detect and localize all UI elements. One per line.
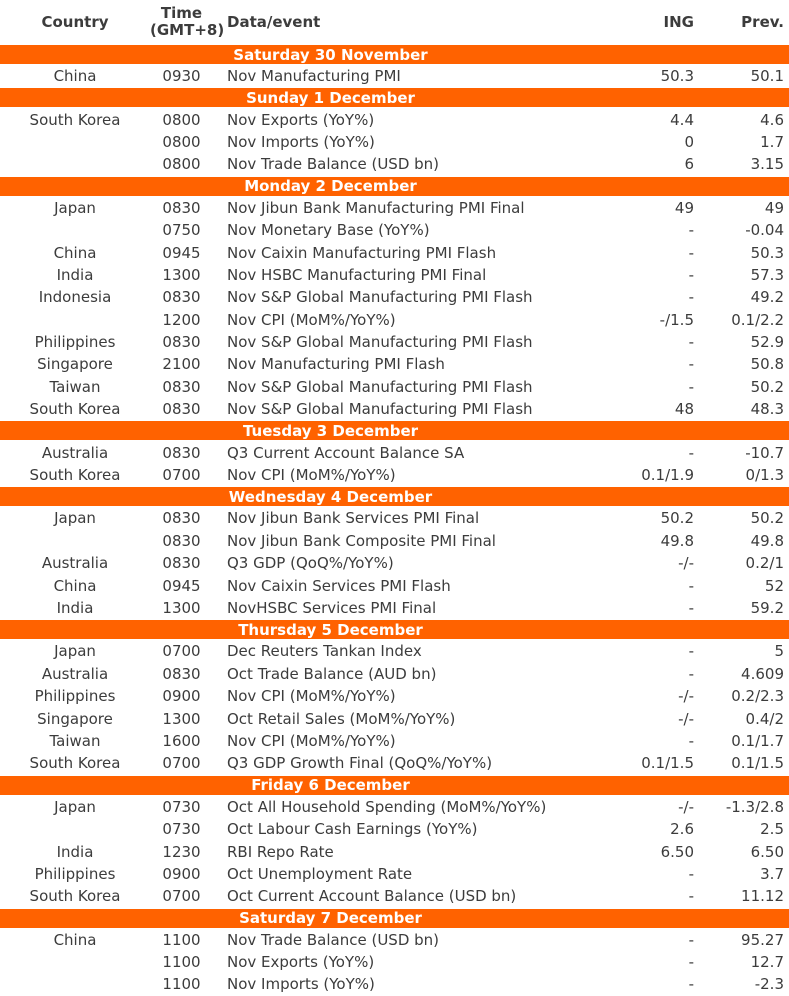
cell-event: Nov CPI (MoM%/YoY%)	[227, 310, 396, 329]
cell-country: South Korea	[29, 400, 121, 419]
cell-ing: 6	[684, 155, 694, 174]
cell-time: 0750	[162, 221, 201, 240]
calendar-row	[0, 65, 789, 87]
day-band-label: Sunday 1 December	[246, 88, 415, 107]
cell-time: 0830	[162, 531, 201, 550]
day-band	[0, 420, 789, 441]
cell-country: Australia	[41, 664, 109, 683]
calendar-body	[0, 44, 789, 996]
cell-prev: -1.3/2.8	[725, 797, 784, 816]
cell-ing: -	[688, 443, 694, 462]
calendar-row	[0, 286, 789, 308]
calendar-row	[0, 219, 789, 241]
cell-ing: -	[688, 265, 694, 284]
calendar-row	[0, 108, 789, 130]
cell-country: South Korea	[29, 466, 121, 485]
cell-event: Nov Jibun Bank Services PMI Final	[227, 509, 480, 528]
cell-ing: 0	[684, 132, 694, 151]
cell-event: Nov HSBC Manufacturing PMI Final	[227, 265, 487, 284]
cell-time: 0700	[162, 642, 201, 661]
day-band-label: Friday 6 December	[251, 776, 410, 795]
cell-country: South Korea	[29, 110, 121, 129]
cell-ing: 48	[674, 400, 694, 419]
cell-country: Japan	[54, 797, 96, 816]
cell-event: Nov S&P Global Manufacturing PMI Flash	[227, 400, 533, 419]
cell-ing: -	[688, 243, 694, 262]
calendar-row	[0, 730, 789, 752]
cell-event: Nov CPI (MoM%/YoY%)	[227, 466, 396, 485]
calendar-row	[0, 464, 789, 486]
calendar-row	[0, 309, 789, 331]
cell-time: 0700	[162, 887, 201, 906]
cell-country: Philippines	[34, 864, 116, 883]
cell-prev: 0.4/2	[745, 709, 784, 728]
cell-prev: -10.7	[745, 443, 784, 462]
cell-country: Taiwan	[49, 377, 101, 396]
cell-ing: -	[688, 288, 694, 307]
day-band	[0, 176, 789, 197]
cell-time: 0830	[162, 198, 201, 217]
calendar-row	[0, 707, 789, 729]
cell-ing: -	[688, 333, 694, 352]
cell-prev: 12.7	[750, 953, 784, 972]
cell-event: Nov Imports (YoY%)	[227, 132, 375, 151]
cell-country: Japan	[54, 642, 96, 661]
calendar-row	[0, 507, 789, 529]
cell-time: 0900	[162, 687, 201, 706]
cell-ing: 0.1/1.9	[641, 466, 694, 485]
cell-event: Nov S&P Global Manufacturing PMI Flash	[227, 333, 533, 352]
cell-country: China	[53, 576, 97, 595]
cell-prev: 50.8	[750, 355, 784, 374]
cell-time: 0830	[162, 509, 201, 528]
calendar-row	[0, 685, 789, 707]
calendar-row	[0, 530, 789, 552]
cell-prev: 0.1/1.5	[731, 754, 784, 773]
cell-prev: 4.609	[741, 664, 784, 683]
cell-ing: -	[688, 953, 694, 972]
calendar-row	[0, 951, 789, 973]
cell-event: Nov Jibun Bank Manufacturing PMI Final	[227, 198, 525, 217]
cell-time: 1300	[162, 709, 201, 728]
cell-event: RBI Repo Rate	[227, 842, 334, 861]
cell-time: 0945	[162, 576, 201, 595]
header-ing: ING	[663, 13, 694, 31]
cell-prev: 2.5	[760, 820, 784, 839]
cell-country: Australia	[41, 554, 109, 573]
cell-country: Japan	[54, 198, 96, 217]
day-band-label: Monday 2 December	[244, 177, 417, 196]
cell-country: Australia	[41, 443, 109, 462]
day-band	[0, 44, 789, 65]
cell-time: 1200	[162, 310, 201, 329]
cell-prev: 0.2/1	[745, 554, 784, 573]
calendar-row	[0, 376, 789, 398]
cell-prev: -0.04	[745, 221, 784, 240]
cell-prev: 49.2	[750, 288, 784, 307]
calendar-row	[0, 752, 789, 774]
calendar-row	[0, 331, 789, 353]
cell-time: 0945	[162, 243, 201, 262]
calendar-row	[0, 885, 789, 907]
cell-prev: 95.27	[741, 930, 784, 949]
cell-event: Oct Retail Sales (MoM%/YoY%)	[227, 709, 456, 728]
calendar-row	[0, 840, 789, 862]
cell-event: NovHSBC Services PMI Final	[227, 599, 437, 617]
calendar-row	[0, 929, 789, 951]
cell-prev: 50.3	[750, 243, 784, 262]
cell-time: 0930	[162, 67, 201, 86]
calendar-row	[0, 597, 789, 619]
cell-time: 0900	[162, 864, 201, 883]
calendar-row	[0, 663, 789, 685]
cell-prev: 57.3	[750, 265, 784, 284]
calendar-row	[0, 574, 789, 596]
header-time-line1: Time	[160, 3, 203, 22]
cell-event: Nov Caixin Manufacturing PMI Flash	[227, 243, 497, 262]
calendar-row	[0, 131, 789, 153]
cell-time: 0700	[162, 466, 201, 485]
cell-ing: 50.2	[660, 509, 694, 528]
cell-prev: 4.6	[760, 110, 784, 129]
cell-event: Dec Reuters Tankan Index	[227, 642, 422, 661]
cell-event: Nov Trade Balance (USD bn)	[227, 155, 440, 174]
cell-country: Singapore	[37, 709, 113, 728]
cell-event: Q3 GDP (QoQ%/YoY%)	[227, 554, 394, 573]
cell-prev: -2.3	[754, 975, 784, 994]
calendar-row	[0, 241, 789, 263]
cell-ing: -/-	[678, 554, 694, 573]
cell-event: Oct Trade Balance (AUD bn)	[227, 664, 437, 683]
cell-country: Singapore	[37, 355, 113, 374]
cell-country: Japan	[54, 509, 96, 528]
cell-country: Philippines	[34, 687, 116, 706]
calendar-row	[0, 197, 789, 219]
cell-country: Philippines	[34, 333, 116, 352]
cell-event: Nov Manufacturing PMI Flash	[227, 355, 445, 374]
day-band	[0, 775, 789, 796]
cell-event: Oct Current Account Balance (USD bn)	[227, 887, 517, 906]
cell-time: 0830	[162, 664, 201, 683]
cell-prev: 6.50	[750, 842, 784, 861]
cell-ing: -	[688, 377, 694, 396]
cell-prev: 50.2	[750, 377, 784, 396]
cell-time: 0830	[162, 333, 201, 352]
cell-country: Indonesia	[38, 288, 112, 307]
cell-country: South Korea	[29, 754, 121, 773]
cell-country: China	[53, 930, 97, 949]
cell-event: Nov Imports (YoY%)	[227, 975, 375, 994]
cell-event: Nov S&P Global Manufacturing PMI Flash	[227, 377, 533, 396]
cell-time: 1100	[162, 930, 201, 949]
cell-event: Nov Monetary Base (YoY%)	[227, 221, 430, 240]
cell-country: India	[56, 599, 94, 617]
calendar-row	[0, 818, 789, 840]
cell-event: Nov Manufacturing PMI	[227, 67, 401, 86]
cell-ing: -	[688, 975, 694, 994]
day-band-label: Tuesday 3 December	[242, 421, 419, 440]
cell-ing: -	[688, 731, 694, 750]
cell-ing: -	[688, 864, 694, 883]
cell-ing: -	[688, 642, 694, 661]
cell-prev: 3.15	[750, 155, 784, 174]
cell-prev: 50.1	[750, 67, 784, 86]
cell-prev: 0/1.3	[745, 466, 784, 485]
calendar-row	[0, 353, 789, 375]
header-time	[150, 3, 225, 40]
calendar-row	[0, 398, 789, 420]
cell-ing: -	[688, 887, 694, 906]
cell-time: 0730	[162, 820, 201, 839]
cell-ing: 50.3	[660, 67, 694, 86]
cell-prev: 0.2/2.3	[731, 687, 784, 706]
cell-ing: -/-	[678, 687, 694, 706]
cell-event: Nov Trade Balance (USD bn)	[227, 930, 440, 949]
cell-ing: -/-	[678, 797, 694, 816]
cell-time: 0830	[162, 377, 201, 396]
day-band	[0, 619, 789, 640]
cell-time: 1300	[162, 265, 201, 284]
header-prev: Prev.	[741, 13, 784, 31]
cell-event: Nov CPI (MoM%/YoY%)	[227, 731, 396, 750]
cell-time: 0800	[162, 110, 201, 129]
cell-prev: 1.7	[760, 132, 784, 151]
cell-prev: 49.8	[750, 531, 784, 550]
cell-time: 2100	[162, 355, 201, 374]
cell-time: 0830	[162, 443, 201, 462]
calendar-row	[0, 973, 789, 995]
cell-ing: -	[688, 930, 694, 949]
cell-event: Nov Exports (YoY%)	[227, 953, 375, 972]
cell-prev: 52.9	[750, 333, 784, 352]
cell-time: 1600	[162, 731, 201, 750]
calendar-row	[0, 552, 789, 574]
calendar-row	[0, 863, 789, 885]
cell-ing: 0.1/1.5	[641, 754, 694, 773]
day-band-label: Thursday 5 December	[238, 620, 423, 639]
cell-prev: 49	[764, 198, 784, 217]
day-band	[0, 87, 789, 108]
cell-event: Oct Unemployment Rate	[227, 864, 413, 883]
cell-ing: 2.6	[670, 820, 694, 839]
calendar-row	[0, 264, 789, 286]
cell-ing: -	[688, 576, 694, 595]
cell-event: Nov S&P Global Manufacturing PMI Flash	[227, 288, 533, 307]
calendar-row	[0, 796, 789, 818]
cell-event: Nov Jibun Bank Composite PMI Final	[227, 531, 496, 550]
cell-time: 1230	[162, 842, 201, 861]
header-time-line2: (GMT+8)	[150, 21, 225, 39]
day-band-label: Saturday 30 November	[233, 45, 428, 64]
day-band	[0, 486, 789, 507]
cell-prev: 5	[774, 642, 784, 661]
cell-prev: 11.12	[741, 887, 784, 906]
cell-event: Oct All Household Spending (MoM%/YoY%)	[227, 797, 547, 816]
cell-country: India	[56, 265, 94, 284]
cell-time: 0830	[162, 288, 201, 307]
cell-country: China	[53, 67, 97, 86]
cell-time: 0700	[162, 754, 201, 773]
cell-event: Nov Caixin Services PMI Flash	[227, 576, 451, 595]
cell-event: Q3 GDP Growth Final (QoQ%/YoY%)	[227, 754, 493, 773]
day-band-label: Wednesday 4 December	[228, 487, 433, 506]
cell-event: Nov Exports (YoY%)	[227, 110, 375, 129]
cell-ing: -	[688, 221, 694, 240]
cell-ing: -/-	[678, 709, 694, 728]
cell-prev: 59.2	[750, 599, 784, 617]
day-band-label: Saturday 7 December	[239, 909, 422, 927]
cell-country: India	[56, 842, 94, 861]
header-country: Country	[41, 13, 109, 31]
cell-time: 0830	[162, 400, 201, 419]
header-data-event: Data/event	[227, 13, 321, 31]
cell-ing: 6.50	[660, 842, 694, 861]
cell-ing: 49	[674, 198, 694, 217]
cell-country: Taiwan	[49, 731, 101, 750]
calendar-row	[0, 153, 789, 175]
cell-event: Nov CPI (MoM%/YoY%)	[227, 687, 396, 706]
cell-time: 1100	[162, 953, 201, 972]
cell-ing: -/1.5	[659, 310, 694, 329]
cell-time: 0830	[162, 554, 201, 573]
cell-ing: -	[688, 664, 694, 683]
cell-event: Q3 Current Account Balance SA	[227, 443, 465, 462]
cell-prev: 52	[764, 576, 784, 595]
calendar-row	[0, 441, 789, 463]
cell-prev: 0.1/1.7	[731, 731, 784, 750]
cell-time: 0800	[162, 132, 201, 151]
calendar-row	[0, 640, 789, 662]
cell-time: 0730	[162, 797, 201, 816]
cell-time: 1300	[162, 599, 201, 617]
cell-event: Oct Labour Cash Earnings (YoY%)	[227, 820, 478, 839]
cell-ing: -	[688, 599, 694, 617]
cell-prev: 50.2	[750, 509, 784, 528]
table-header-row	[0, 0, 789, 44]
cell-country: South Korea	[29, 887, 121, 906]
cell-ing: 4.4	[670, 110, 694, 129]
day-band	[0, 908, 789, 929]
cell-prev: 48.3	[750, 400, 784, 419]
cell-ing: -	[688, 355, 694, 374]
cell-country: China	[53, 243, 97, 262]
cell-time: 0800	[162, 155, 201, 174]
cell-ing: 49.8	[660, 531, 694, 550]
cell-prev: 3.7	[760, 864, 784, 883]
cell-time: 1100	[162, 975, 201, 994]
cell-prev: 0.1/2.2	[731, 310, 784, 329]
